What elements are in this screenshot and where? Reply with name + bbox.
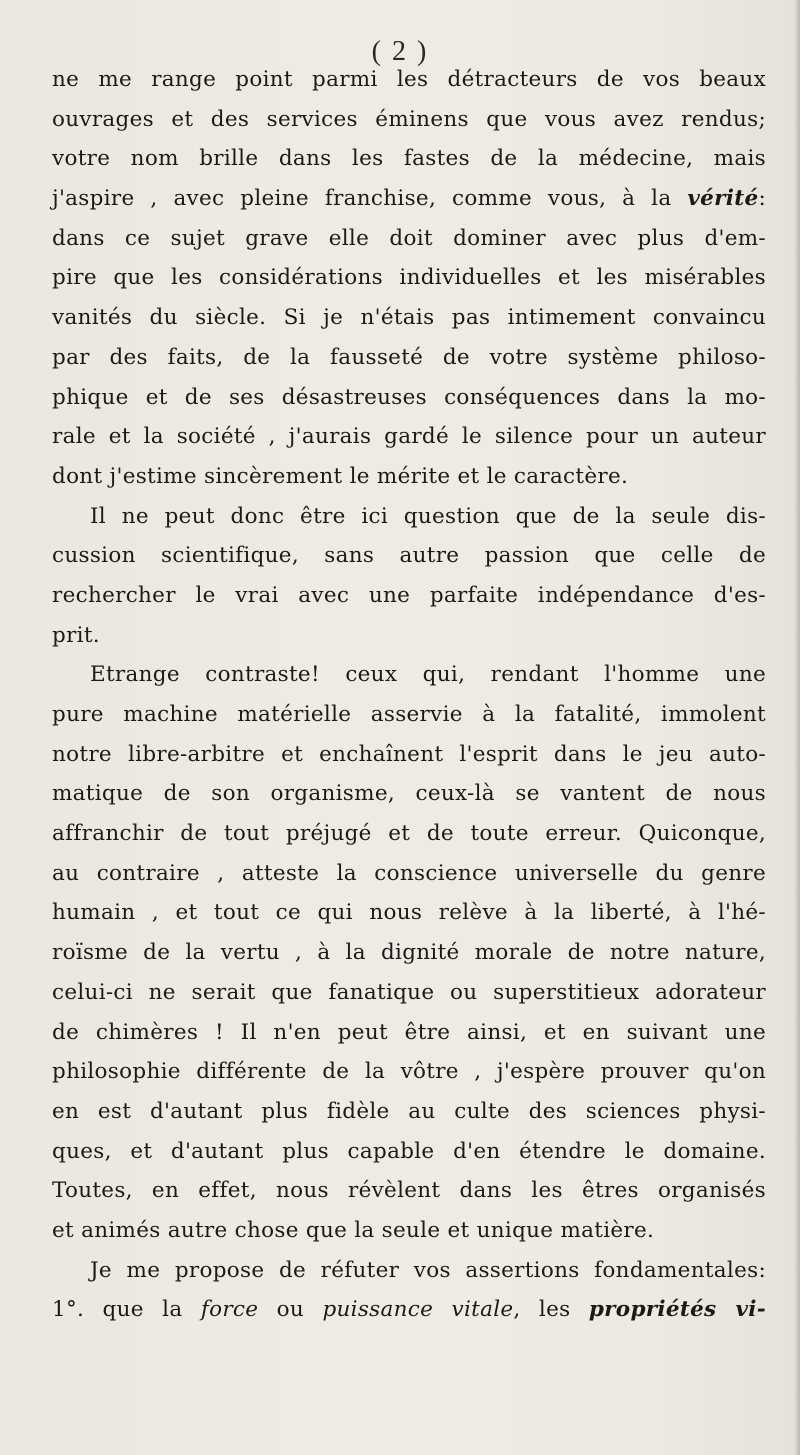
text-line xyxy=(52,497,766,537)
emphasized-word: vérité xyxy=(687,186,759,212)
text-line xyxy=(52,616,766,656)
text-line xyxy=(52,60,766,100)
text-line-content: notre libre-arbitre et enchaînent l'esprit dans le jeu auto- xyxy=(52,741,766,767)
text-line xyxy=(52,893,766,933)
text-line-content: , les xyxy=(513,1297,589,1323)
text-line-content: dans ce sujet grave elle doit dominer avec plus d'em- xyxy=(52,225,766,251)
text-line-content: pure machine matérielle asservie à la fatalité, immolent xyxy=(52,702,766,727)
text-line-content: roïsme de la vertu , à la dignité morale de notre nature, xyxy=(52,940,766,966)
text-line xyxy=(52,1290,766,1330)
text-line xyxy=(52,1211,766,1251)
text-line xyxy=(52,655,766,695)
text-line xyxy=(52,378,766,418)
italic-term: puissance vitale xyxy=(322,1297,514,1323)
text-line-content: vanités du siècle. Si je n'étais pas intimement convaincu xyxy=(52,305,766,331)
punctuation: : xyxy=(758,186,766,212)
text-line xyxy=(52,1251,766,1291)
text-line-content: en est d'autant plus fidèle au culte des sciences physi- xyxy=(52,1098,766,1124)
text-line xyxy=(52,576,766,616)
text-line xyxy=(52,417,766,457)
text-line xyxy=(52,735,766,775)
text-line xyxy=(52,695,766,735)
text-line xyxy=(52,973,766,1013)
text-line-content: Il ne peut donc être ici question que de la seule dis- xyxy=(90,503,766,529)
text-line xyxy=(52,814,766,854)
text-line xyxy=(52,457,766,497)
text-line xyxy=(52,258,766,298)
text-line-content: et animés autre chose que la seule et unique matière. xyxy=(52,1217,655,1243)
text-line-content: pire que les considérations individuelles et les misérables xyxy=(52,265,766,291)
text-line-content: matique de son organisme, ceux-là se vantent de nous xyxy=(52,781,766,807)
text-line-content: par des faits, de la fausseté de votre système philoso- xyxy=(52,344,766,370)
text-line xyxy=(52,219,766,259)
text-line xyxy=(52,933,766,973)
text-line-content: affranchir de tout préjugé et de toute erreur. Quiconque, xyxy=(52,821,766,847)
text-line-content: Je me propose de réfuter vos assertions fondamentales: xyxy=(90,1257,766,1283)
text-line xyxy=(52,1013,766,1053)
text-line xyxy=(52,179,766,219)
text-line xyxy=(52,1132,766,1172)
text-line-content: cussion scientifique, sans autre passion que celle de xyxy=(52,543,766,569)
text-line-content: philosophie différente de la vôtre , j'espère prouver qu'on xyxy=(52,1059,766,1085)
page-number: ( 2 ) xyxy=(371,36,429,67)
text-line-content: ou xyxy=(258,1297,323,1323)
text-line-content: ques, et d'autant plus capable d'en étendre le domaine. xyxy=(52,1138,766,1164)
italic-term: force xyxy=(200,1297,259,1323)
text-line xyxy=(52,298,766,338)
text-line-content: ne me range point parmi les détracteurs de vos beaux xyxy=(52,67,766,92)
body-text xyxy=(52,60,766,1330)
text-line-content: rechercher le vrai avec une parfaite indépendance d'es- xyxy=(52,582,766,608)
text-line xyxy=(52,774,766,814)
text-line-content: au contraire , atteste la conscience universelle du genre xyxy=(52,860,766,886)
text-line-content: 1°. que la xyxy=(52,1297,201,1323)
page-edge-shadow xyxy=(794,0,800,1455)
text-line xyxy=(52,1092,766,1132)
text-line-content: phique et de ses désastreuses conséquences dans la mo- xyxy=(52,384,766,410)
text-line-content: prit. xyxy=(52,622,100,648)
text-line-content: celui-ci ne serait que fanatique ou superstitieux adorateur xyxy=(52,979,766,1005)
text-line xyxy=(52,536,766,576)
text-line-content: votre nom brille dans les fastes de la médecine, mais xyxy=(52,146,766,172)
text-line-content: dont j'estime sincèrement le mérite et le caractère. xyxy=(52,463,629,489)
text-line xyxy=(52,1052,766,1092)
text-line xyxy=(52,1171,766,1211)
italic-term: propriétés vi- xyxy=(588,1297,766,1323)
text-line xyxy=(52,854,766,894)
text-line-content: Etrange contraste! ceux qui, rendant l'homme une xyxy=(90,662,766,688)
text-line-content: humain , et tout ce qui nous relève à la liberté, à l'hé- xyxy=(52,900,766,926)
text-line-content: rale et la société , j'aurais gardé le silence pour un auteur xyxy=(52,424,766,450)
text-line-content: de chimères ! Il n'en peut être ainsi, et en suivant une xyxy=(52,1019,766,1045)
text-line-content: j'aspire , avec pleine franchise, comme vous, à la xyxy=(52,186,688,212)
text-line xyxy=(52,338,766,378)
text-line xyxy=(52,100,766,140)
text-line xyxy=(52,139,766,179)
text-line-content: Toutes, en effet, nous révèlent dans les êtres organisés xyxy=(52,1178,766,1204)
text-line-content: ouvrages et des services éminens que vous avez rendus; xyxy=(52,106,766,132)
